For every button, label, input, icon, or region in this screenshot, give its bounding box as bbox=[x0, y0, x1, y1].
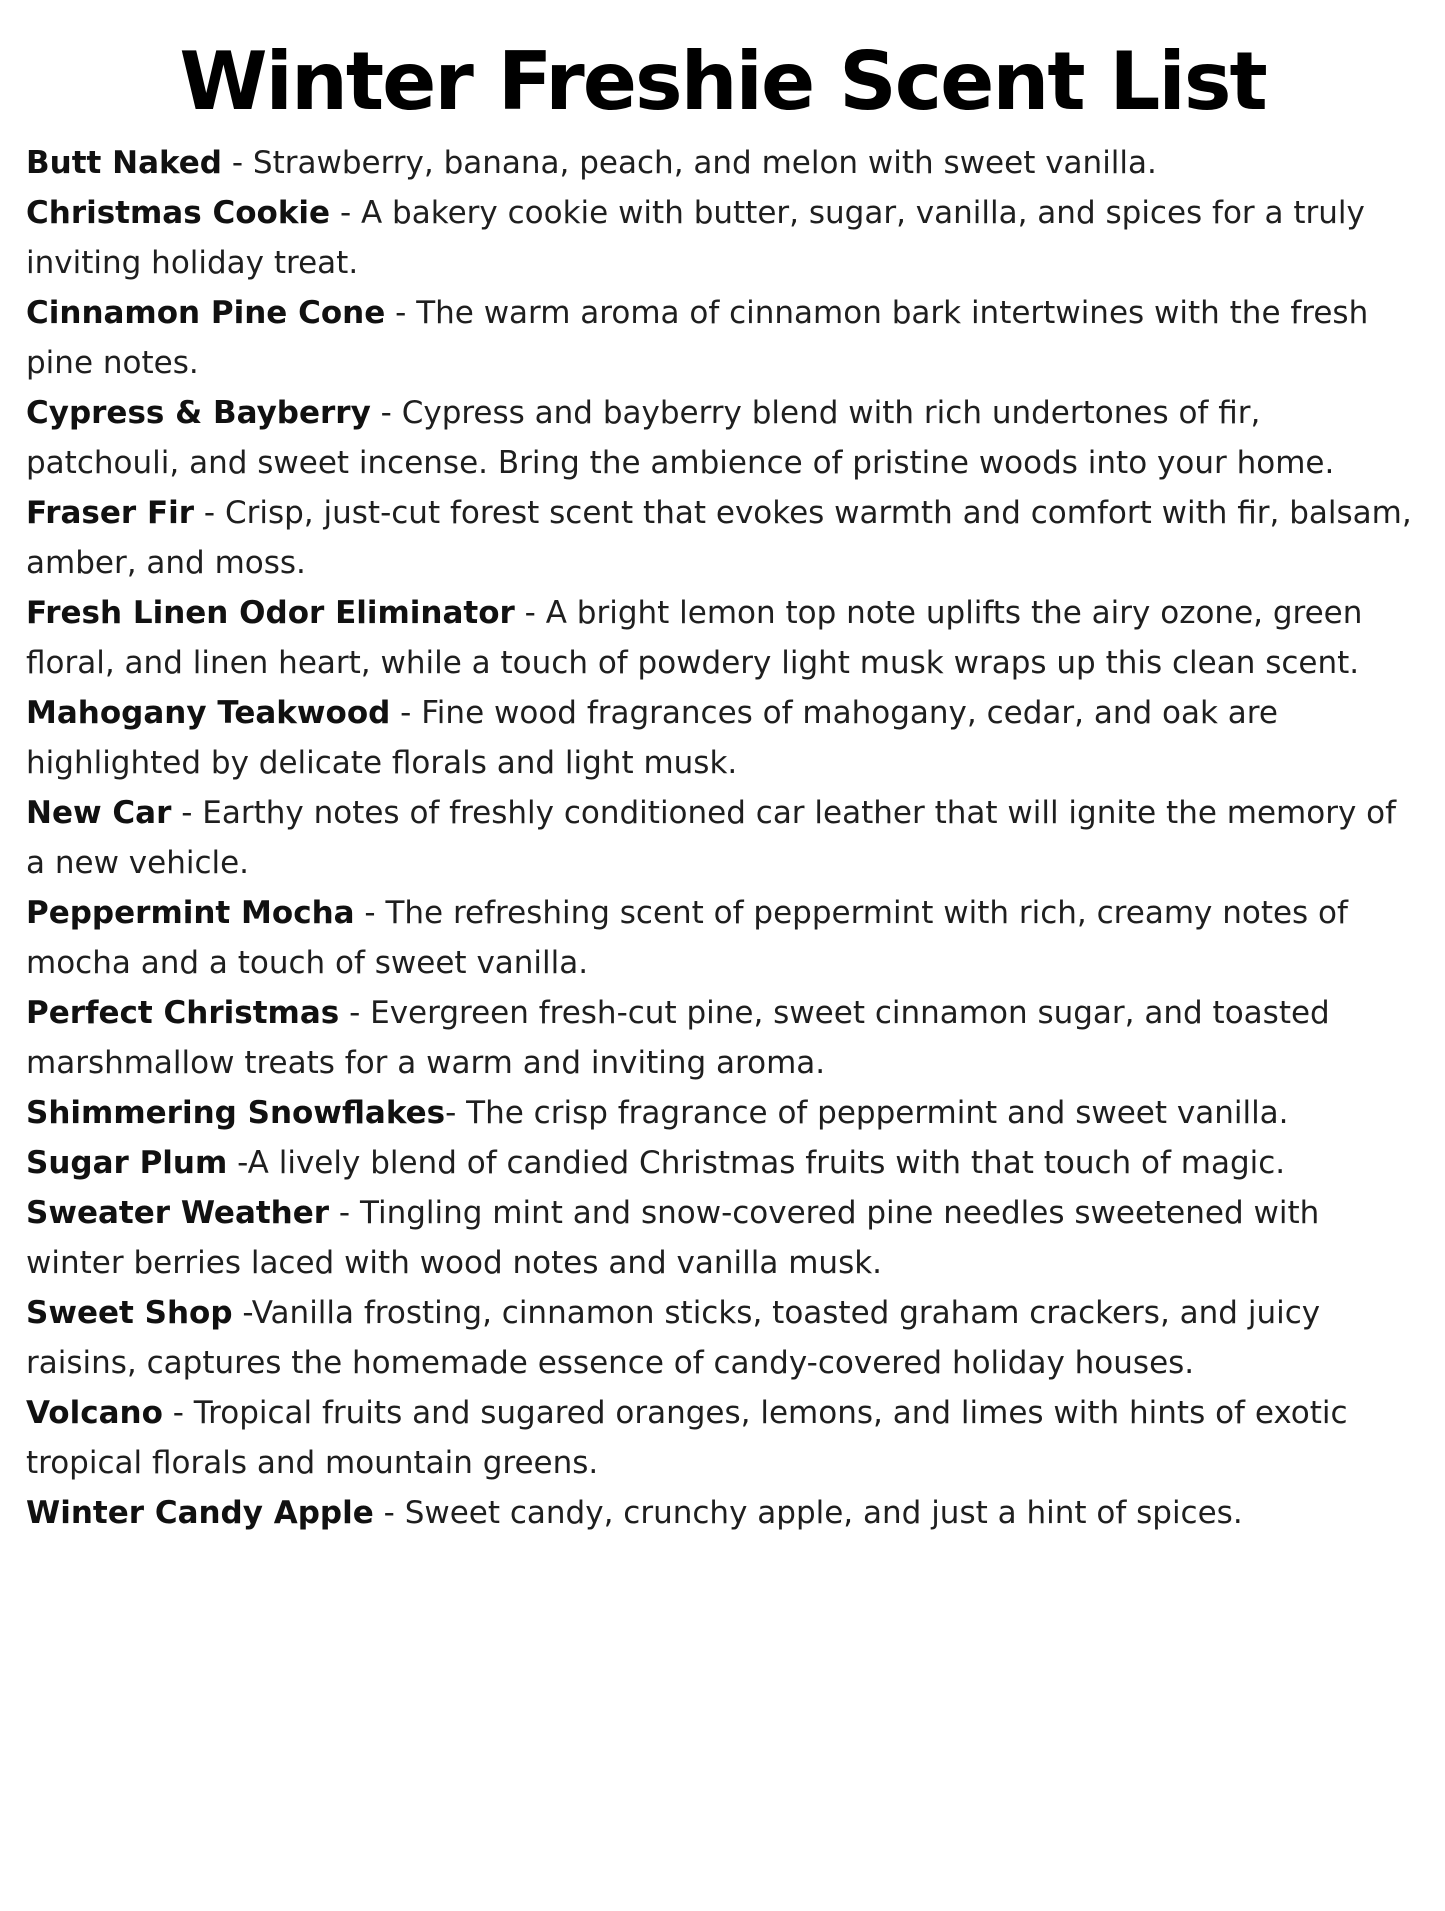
scent-name: Shimmering Snowflakes bbox=[26, 1095, 446, 1131]
scent-separator: - bbox=[171, 795, 203, 831]
scent-description: Cypress and bayberry blend with rich undertones of fir, patchouli, and sweet incense. Bring the ambience of pristine woods into your home. bbox=[26, 395, 1335, 481]
scent-separator: - bbox=[329, 1195, 360, 1231]
scent-name: Sugar Plum bbox=[26, 1145, 228, 1181]
page-title: Winter Freshie Scent List bbox=[179, 35, 1266, 128]
scent-entry bbox=[26, 1138, 1419, 1188]
scent-entry bbox=[26, 888, 1419, 988]
scent-separator: - bbox=[232, 1295, 252, 1331]
scent-description: Strawberry, banana, peach, and melon with sweet vanilla. bbox=[252, 145, 1157, 181]
scent-entry bbox=[26, 488, 1419, 588]
scent-name: Mahogany Teakwood bbox=[26, 695, 391, 731]
scent-separator: - bbox=[445, 1095, 467, 1131]
scent-entry bbox=[26, 1288, 1419, 1388]
scent-separator: - bbox=[227, 1145, 248, 1181]
scent-entry bbox=[26, 388, 1419, 488]
scent-name: Fresh Linen Odor Eliminator bbox=[26, 595, 515, 631]
scent-separator: - bbox=[222, 145, 253, 181]
scent-name: Peppermint Mocha bbox=[26, 895, 355, 931]
scent-description: The refreshing scent of peppermint with rich, creamy notes of mocha and a touch of sweet vanilla. bbox=[26, 895, 1348, 981]
scent-description: Crisp, just-cut forest scent that evokes warmth and comfort with fir, balsam, amber, and moss. bbox=[26, 495, 1412, 581]
scent-name: New Car bbox=[26, 795, 172, 831]
scent-separator: - bbox=[194, 495, 225, 531]
scent-name: Cinnamon Pine Cone bbox=[26, 295, 386, 331]
scent-description: The warm aroma of cinnamon bark intertwines with the fresh pine notes. bbox=[26, 295, 1369, 381]
scent-description: Fine wood fragrances of mahogany, cedar, and oak are highlighted by delicate florals and light musk. bbox=[26, 695, 1278, 781]
scent-separator: - bbox=[390, 695, 422, 731]
scent-name: Butt Naked bbox=[26, 145, 222, 181]
scent-description: Vanilla frosting, cinnamon sticks, toasted graham crackers, and juicy raisins, captures the homemade essence of candy-covered holiday houses. bbox=[26, 1295, 1321, 1381]
scent-description: A bright lemon top note uplifts the airy ozone, green floral, and linen heart, while a touch of powdery light musk wraps up this clean scent. bbox=[26, 595, 1363, 681]
scent-description: Tropical fruits and sugared oranges, lemons, and limes with hints of exotic tropical florals and mountain greens. bbox=[26, 1395, 1348, 1481]
scent-list-page bbox=[0, 35, 1445, 1911]
scent-name: Volcano bbox=[26, 1395, 163, 1431]
scent-separator: - bbox=[330, 195, 361, 231]
scent-name: Perfect Christmas bbox=[26, 995, 340, 1031]
scent-name: Sweater Weather bbox=[26, 1195, 330, 1231]
scent-description: Earthy notes of freshly conditioned car leather that will ignite the memory of a new vehicle. bbox=[26, 795, 1397, 881]
scent-description: Evergreen fresh-cut pine, sweet cinnamon sugar, and toasted marshmallow treats for a warm and inviting aroma. bbox=[26, 995, 1330, 1081]
scent-entry bbox=[26, 788, 1419, 888]
scent-description: The crisp fragrance of peppermint and sweet vanilla. bbox=[466, 1095, 1289, 1131]
scent-entry bbox=[26, 988, 1419, 1088]
scent-description: Sweet candy, crunchy apple, and just a hint of spices. bbox=[404, 1495, 1243, 1531]
scent-name: Fraser Fir bbox=[26, 495, 195, 531]
scent-entry bbox=[26, 688, 1419, 788]
scent-separator: - bbox=[514, 595, 546, 631]
scent-entry bbox=[26, 1088, 1419, 1138]
scent-separator: - bbox=[339, 995, 371, 1031]
scent-separator: - bbox=[370, 395, 402, 431]
scent-entry bbox=[26, 1188, 1419, 1288]
scent-separator: - bbox=[162, 1395, 194, 1431]
scent-separator: - bbox=[385, 295, 417, 331]
scent-entry bbox=[26, 1388, 1419, 1488]
scent-entry bbox=[26, 188, 1419, 288]
scent-description: A bakery cookie with butter, sugar, vanilla, and spices for a truly inviting holiday treat. bbox=[26, 195, 1365, 281]
scent-description: Tingling mint and snow-covered pine needles sweetened with winter berries laced with wood notes and vanilla musk. bbox=[26, 1195, 1320, 1281]
scent-list bbox=[0, 138, 1445, 1538]
scent-entry bbox=[26, 588, 1419, 688]
scent-description: A lively blend of candied Christmas fruits with that touch of magic. bbox=[247, 1145, 1286, 1181]
scent-separator: - bbox=[354, 895, 386, 931]
scent-entry bbox=[26, 1488, 1419, 1538]
scent-name: Winter Candy Apple bbox=[26, 1495, 374, 1531]
scent-entry bbox=[26, 138, 1419, 188]
scent-separator: - bbox=[373, 1495, 405, 1531]
scent-name: Sweet Shop bbox=[26, 1295, 233, 1331]
scent-name: Cypress & Bayberry bbox=[26, 395, 371, 431]
scent-entry bbox=[26, 288, 1419, 388]
scent-name: Christmas Cookie bbox=[26, 195, 331, 231]
